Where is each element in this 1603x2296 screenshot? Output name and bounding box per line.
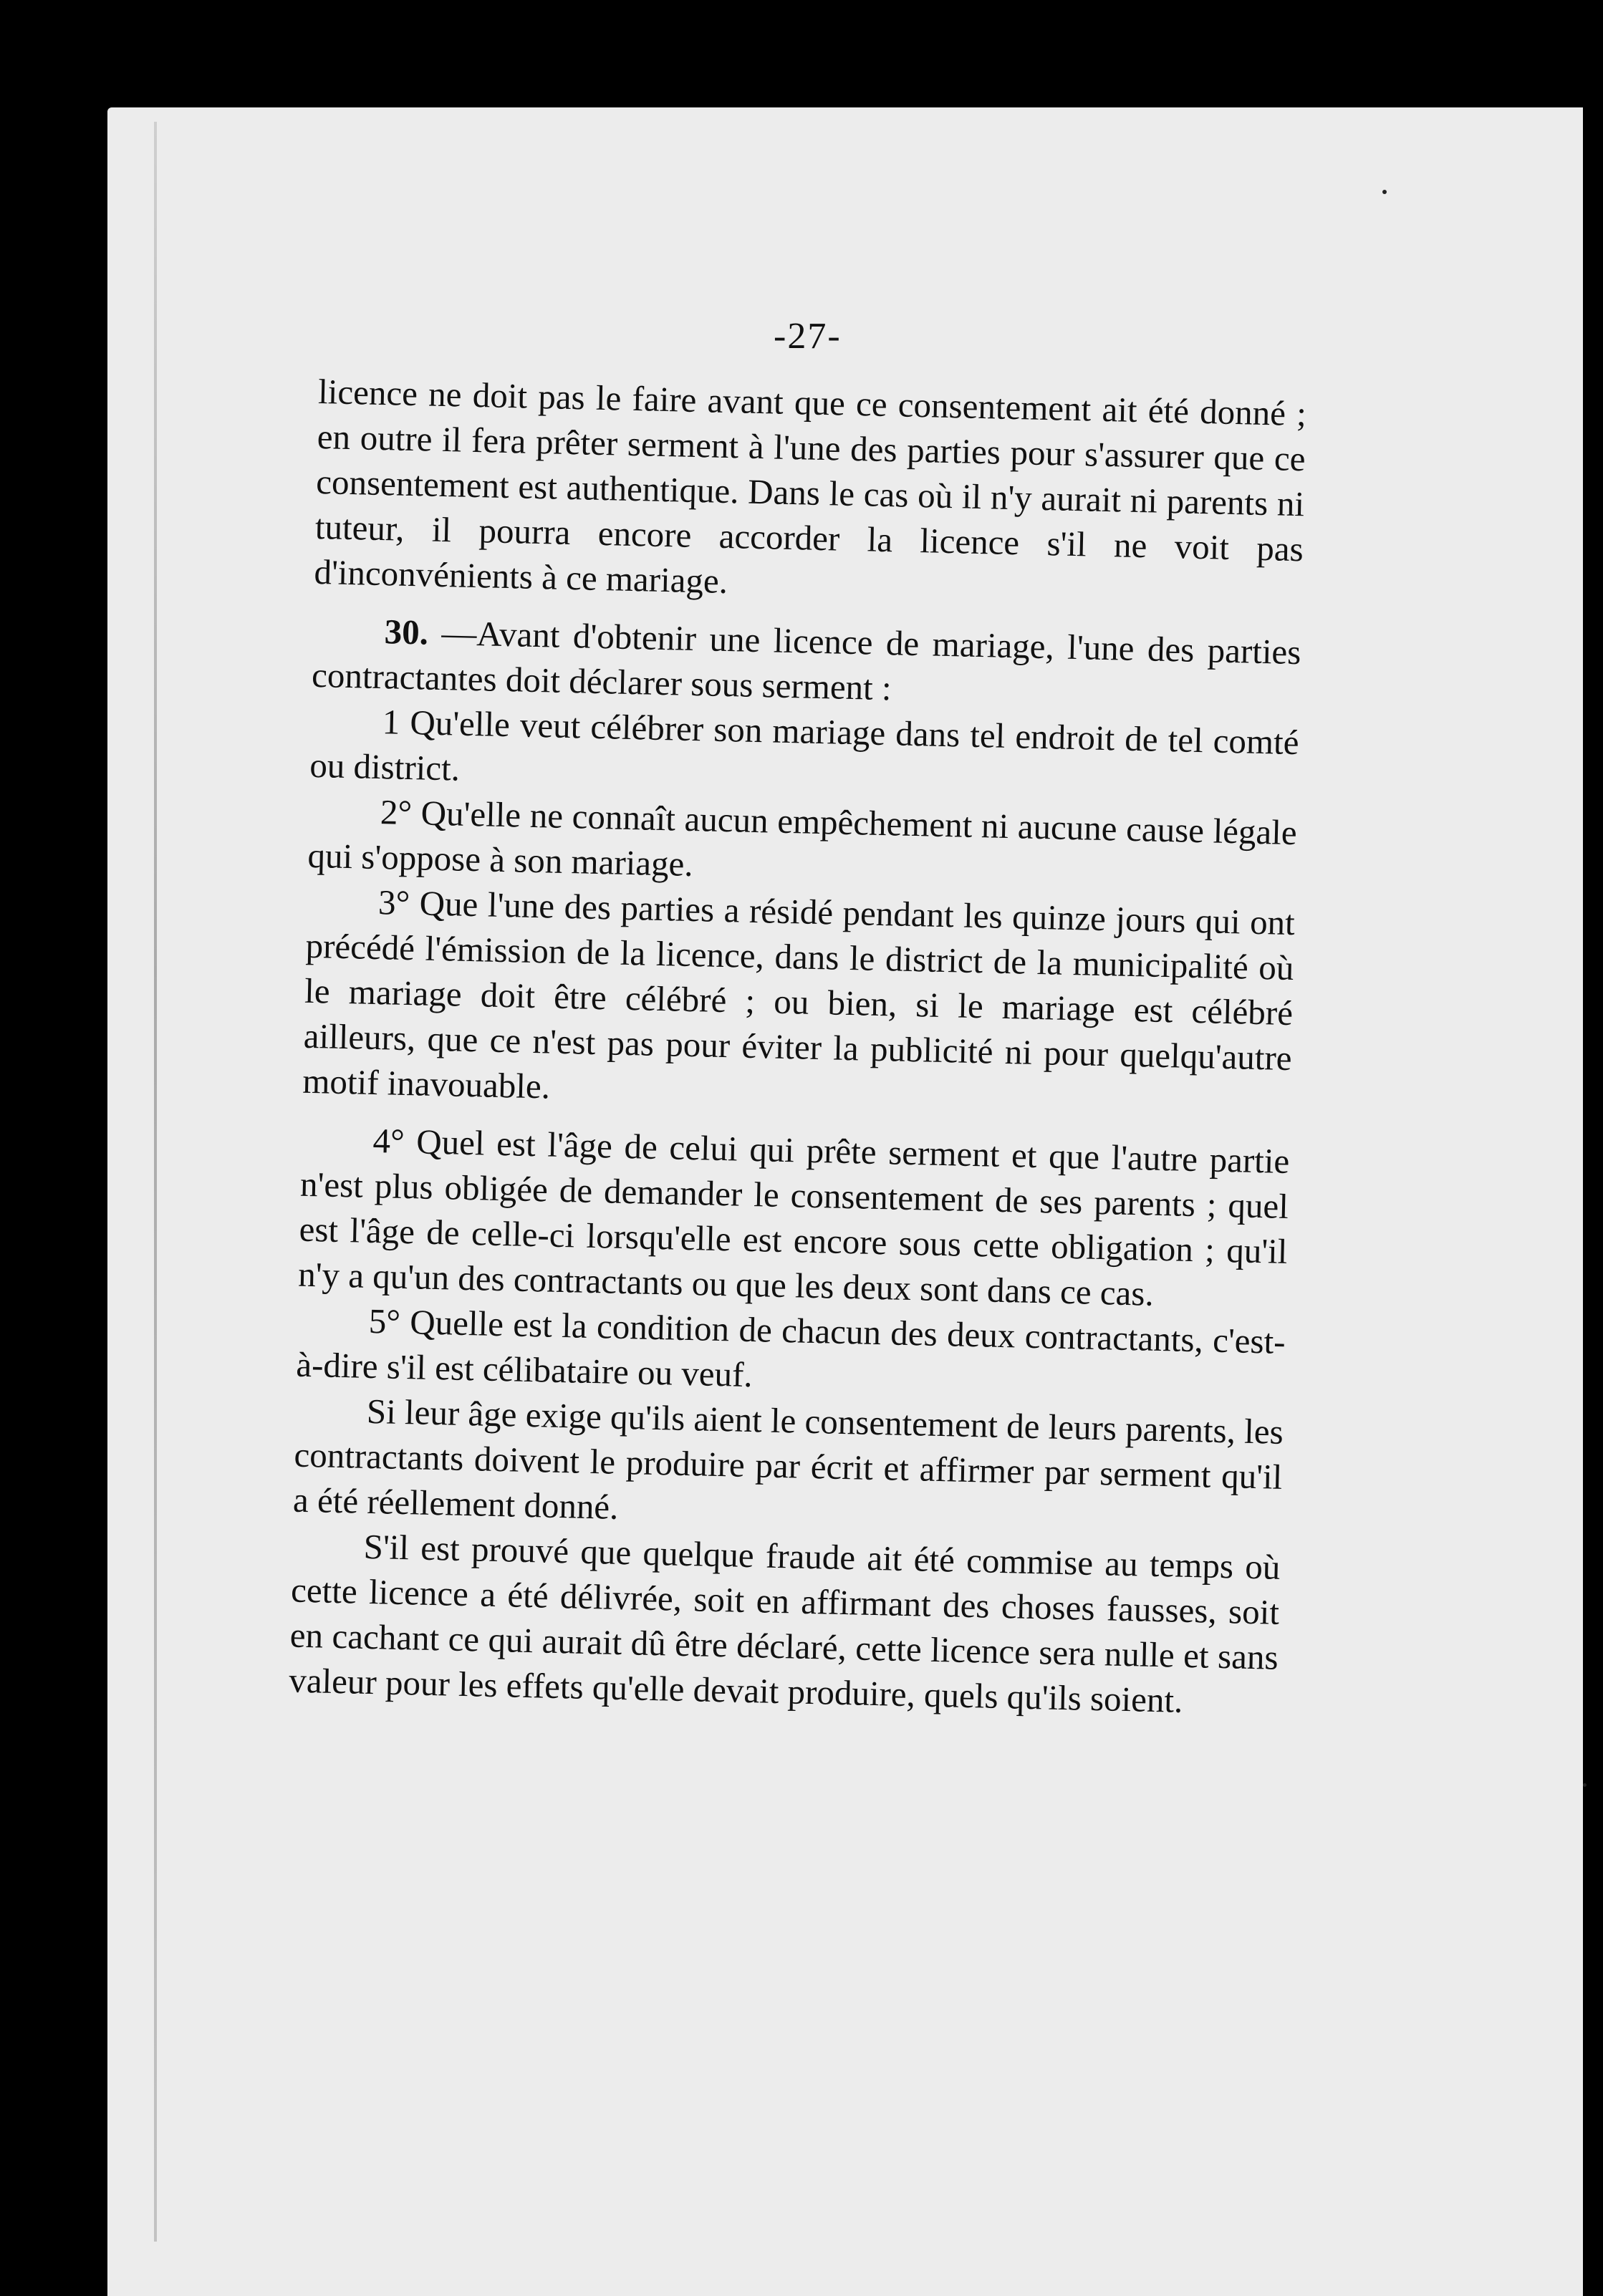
body-text [289, 369, 1307, 1725]
paragraph: licence ne doit pas le faire avant que ce consentement ait été donné ; en outre il fera prêter serment à l'une des parties pour s'assurer que ce consentement est authentique. Dans le cas où il n'y aurait ni parents ni tuteur, il pourra encore accorder la licence s'il ne voit pas d'inconvénients à ce mariage. [313, 371, 1307, 602]
list-item: 4° Quel est l'âge de celui qui prête serment et que l'autre partie n'est plus obligée de demander le consentement de ses parents ; quel est l'âge de celle-ci lorsqu'elle est encore sous cette obligation ; qu'il n'y a qu'un des contractants ou que les deux sont dans ce cas. [297, 1120, 1290, 1313]
list-item: 1 Qu'elle veut célébrer son mariage dans tel endroit de tel comté ou district. [309, 702, 1300, 788]
section-number: 30. [384, 612, 429, 652]
page-number: -27- [774, 316, 842, 357]
dust-speck [1382, 190, 1387, 194]
paragraph: Si leur âge exige qu'ils aient le consentement de leurs parents, les contractants doivent le produire par écrit et affirmer par serment qu'il a été réellement donné. [292, 1391, 1284, 1527]
dust-speck [1583, 1783, 1587, 1787]
list-item: 5° Quelle est la condition de chacun des deux contractants, c'est-à-dire s'il est célibataire ou veuf. [295, 1301, 1286, 1395]
list-item: 2° Qu'elle ne connaît aucun empêchement ni aucune cause légale qui s'oppose à son mariage. [307, 792, 1298, 884]
list-item: 3° Que l'une des parties a résidé pendant les quinze jours qui ont précédé l'émission de la licence, dans le district de la municipalité où le mariage doit être célébré ; ou bien, si le mariage est célébré ailleurs, que ce n'est pas pour éviter la publicité ni pour quelqu'autre motif inavouable. [302, 882, 1296, 1106]
page-gutter [154, 122, 157, 2242]
paragraph-text: —Avant d'obtenir une licence de mariage, l'une des parties contractantes doit déclarer sous serment : [311, 612, 1301, 708]
paragraph: S'il est prouvé que quelque fraude ait été commise au temps où cette licence a été délivrée, soit en affirmant des choses fausses, soit en cachant ce qui aurait dû être déclaré, cette licence sera nulle et sans valeur pour les effets qu'elle devait produire, quels qu'ils soient. [288, 1526, 1281, 1720]
